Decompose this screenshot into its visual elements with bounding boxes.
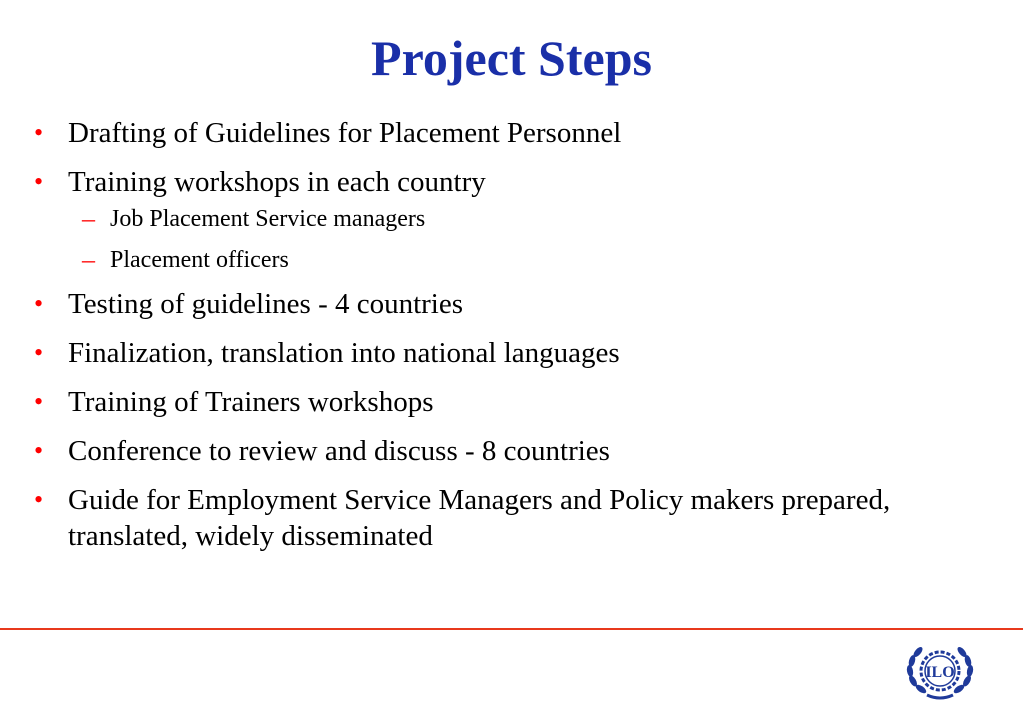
bullet-marker: • [34, 167, 44, 196]
bullet-marker: • [34, 436, 44, 465]
sub-bullet-marker: – [82, 204, 95, 233]
slide-title: Project Steps [371, 30, 652, 86]
bullet-item [30, 164, 930, 275]
footer-divider [0, 628, 1023, 630]
sub-bullet-item [68, 204, 930, 234]
bullet-text: Training workshops in each country [68, 166, 486, 198]
bullet-item [30, 482, 930, 554]
sub-bullet-text: Job Placement Service managers [110, 206, 426, 232]
bullet-text: Conference to review and discuss - 8 countries [68, 435, 610, 467]
bullet-marker: • [34, 338, 44, 367]
bullet-text: Training of Trainers workshops [68, 386, 434, 418]
sub-bullet-list [68, 204, 930, 275]
bullet-item [30, 115, 930, 151]
bullet-item [30, 335, 930, 371]
ilo-emblem-graphic [903, 641, 977, 701]
sub-bullet-item [68, 245, 930, 275]
bullet-marker: • [34, 485, 44, 514]
bullet-text: Testing of guidelines - 4 countries [68, 288, 464, 320]
bullet-marker: • [34, 387, 44, 416]
bullet-item [30, 433, 930, 469]
ilo-emblem-icon [903, 641, 977, 701]
bullet-item [30, 286, 930, 322]
ilo-logo-text: ILO [925, 664, 955, 681]
sub-bullet-marker: – [82, 245, 95, 274]
bullet-text: Guide for Employment Service Managers and Policy makers prepared, translated, widely disseminated [68, 484, 891, 552]
bullet-item [30, 384, 930, 420]
bullet-text: Finalization, translation into national languages [68, 337, 620, 369]
bullet-list [30, 115, 930, 567]
bullet-marker: • [34, 118, 44, 147]
sub-bullet-text: Placement officers [110, 247, 289, 273]
bullet-text: Drafting of Guidelines for Placement Personnel [68, 117, 622, 149]
bullet-marker: • [34, 289, 44, 318]
